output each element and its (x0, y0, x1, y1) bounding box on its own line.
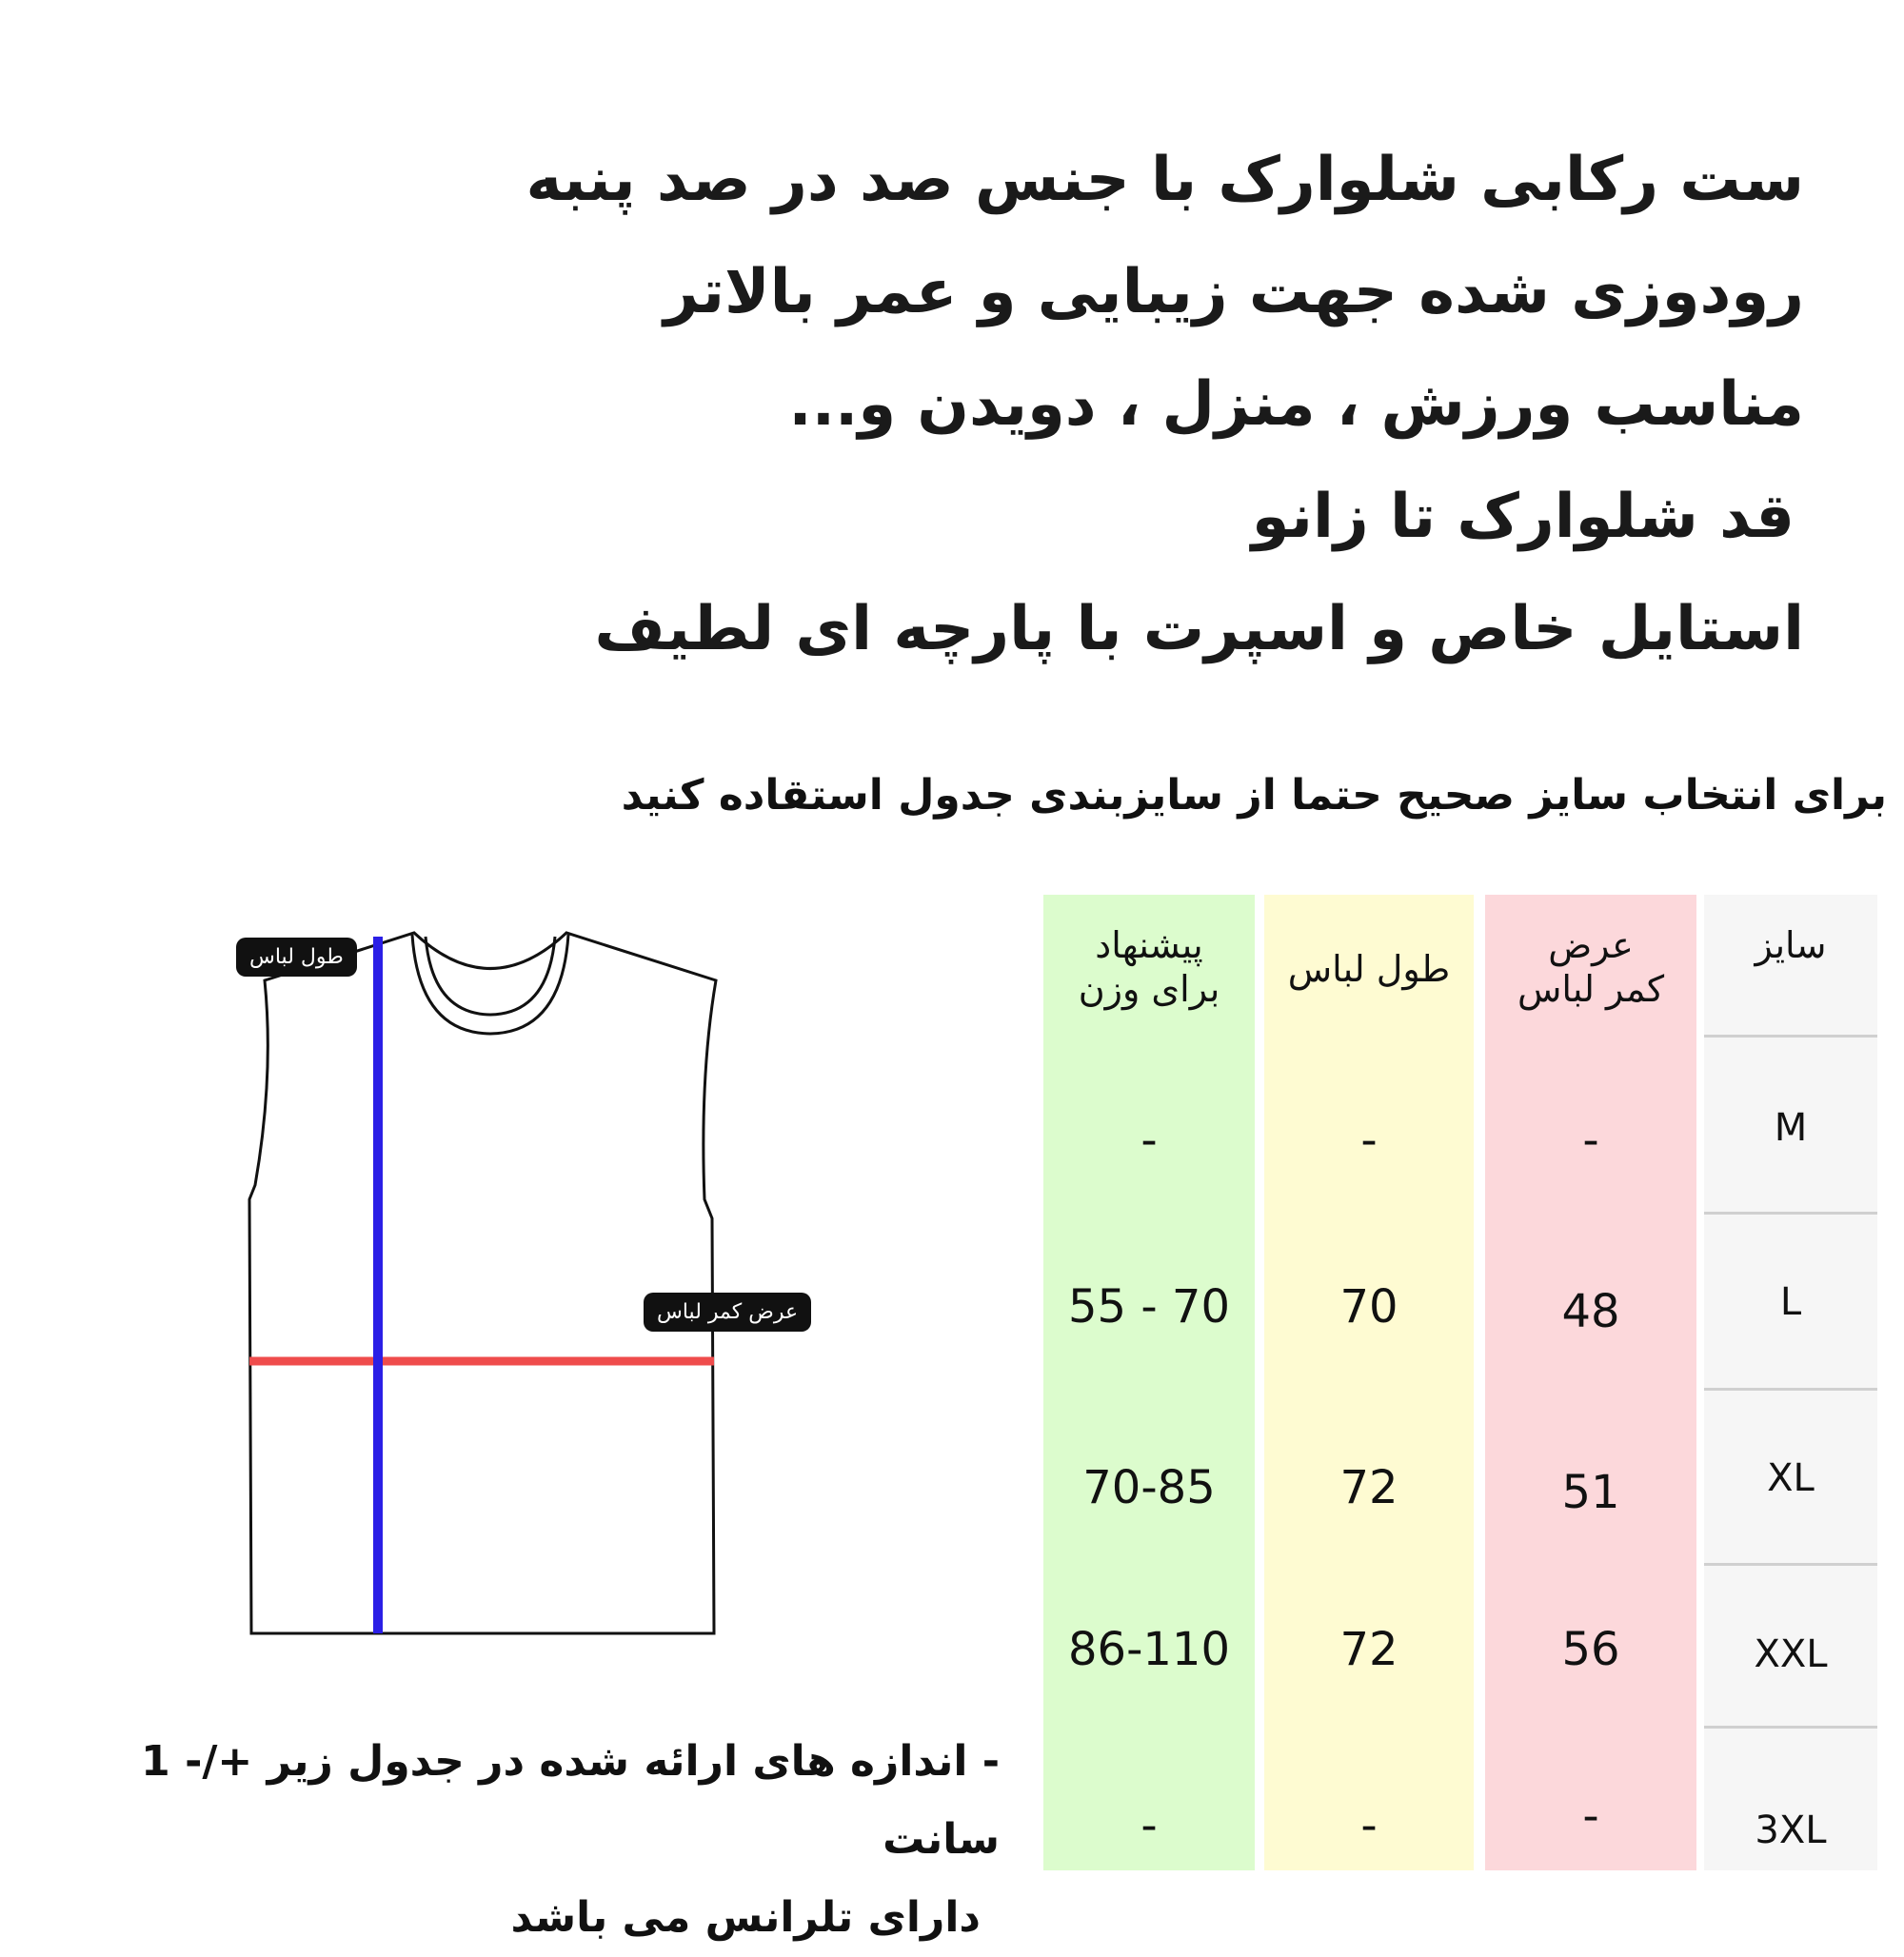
waist-tag: عرض کمر لباس (644, 1293, 811, 1332)
length-header: طول لباس (1287, 948, 1451, 990)
weight-cell: - (1140, 1114, 1158, 1167)
size-cell: XL (1767, 1456, 1815, 1500)
tolerance-line: دارای تلرانس می باشد (510, 1893, 981, 1942)
weight-cell: 55 - 70 (1068, 1280, 1230, 1334)
weight-header (1043, 923, 1255, 1011)
length-column (1264, 895, 1474, 1870)
waist-cell: - (1582, 1789, 1599, 1843)
waist-cell: 56 (1561, 1623, 1620, 1676)
tank-top-diagram (228, 914, 762, 1637)
length-tag: طول لباس (236, 938, 357, 977)
row-divider (1704, 1212, 1877, 1215)
weight-cell: 70-85 (1082, 1461, 1216, 1514)
weight-cell: 86-110 (1067, 1623, 1230, 1676)
size-cell: L (1779, 1280, 1802, 1324)
length-cell: - (1360, 1114, 1378, 1167)
weight-header-line: پیشنهاد (1095, 924, 1203, 966)
description-line: مناسب ورزش ، منزل ، دویدن و... (788, 369, 1804, 440)
weight-cell: - (1140, 1799, 1158, 1852)
length-cell: 70 (1339, 1280, 1398, 1334)
row-divider (1704, 1726, 1877, 1729)
row-divider (1704, 1035, 1877, 1038)
weight-column (1043, 895, 1255, 1870)
length-cell: 72 (1339, 1461, 1398, 1514)
waist-header-line: کمر لباس (1517, 968, 1665, 1010)
row-divider (1704, 1563, 1877, 1566)
row-divider (1704, 1388, 1877, 1391)
waist-header-line: عرض (1548, 924, 1634, 966)
description-line: رودوزی شده جهت زیبایی و عمر بالاتر (664, 257, 1804, 327)
waist-column (1485, 895, 1696, 1870)
tolerance-note (38, 1723, 1000, 1957)
waist-header (1485, 923, 1696, 1011)
size-header: سایز (1755, 924, 1827, 966)
product-description (376, 124, 1804, 685)
size-cell: XXL (1754, 1632, 1828, 1676)
size-column (1704, 895, 1877, 1870)
tank-top-outline (249, 933, 716, 1633)
weight-header-line: برای وزن (1078, 968, 1220, 1010)
size-cell: M (1774, 1106, 1808, 1150)
description-line: قد شلوارک تا زانو (1251, 482, 1795, 552)
description-line: ست رکابی شلوارک با جنس صد در صد پنبه (526, 145, 1804, 215)
size-cell: 3XL (1755, 1809, 1827, 1852)
waist-cell: 48 (1561, 1285, 1620, 1338)
waist-cell: - (1582, 1114, 1599, 1167)
length-cell: 72 (1339, 1623, 1398, 1676)
size-guide-note: برای انتخاب سایز صحیح حتما از سایزبندی جدول استقاده کنید (621, 771, 1887, 820)
length-cell: - (1360, 1799, 1378, 1852)
waist-cell: 51 (1561, 1466, 1620, 1519)
description-line: استایل خاص و اسپرت با پارچه ای لطیف (594, 594, 1804, 664)
tolerance-line: - اندازه های ارائه شده در جدول زیر +/- 1 سانت (141, 1737, 1000, 1864)
